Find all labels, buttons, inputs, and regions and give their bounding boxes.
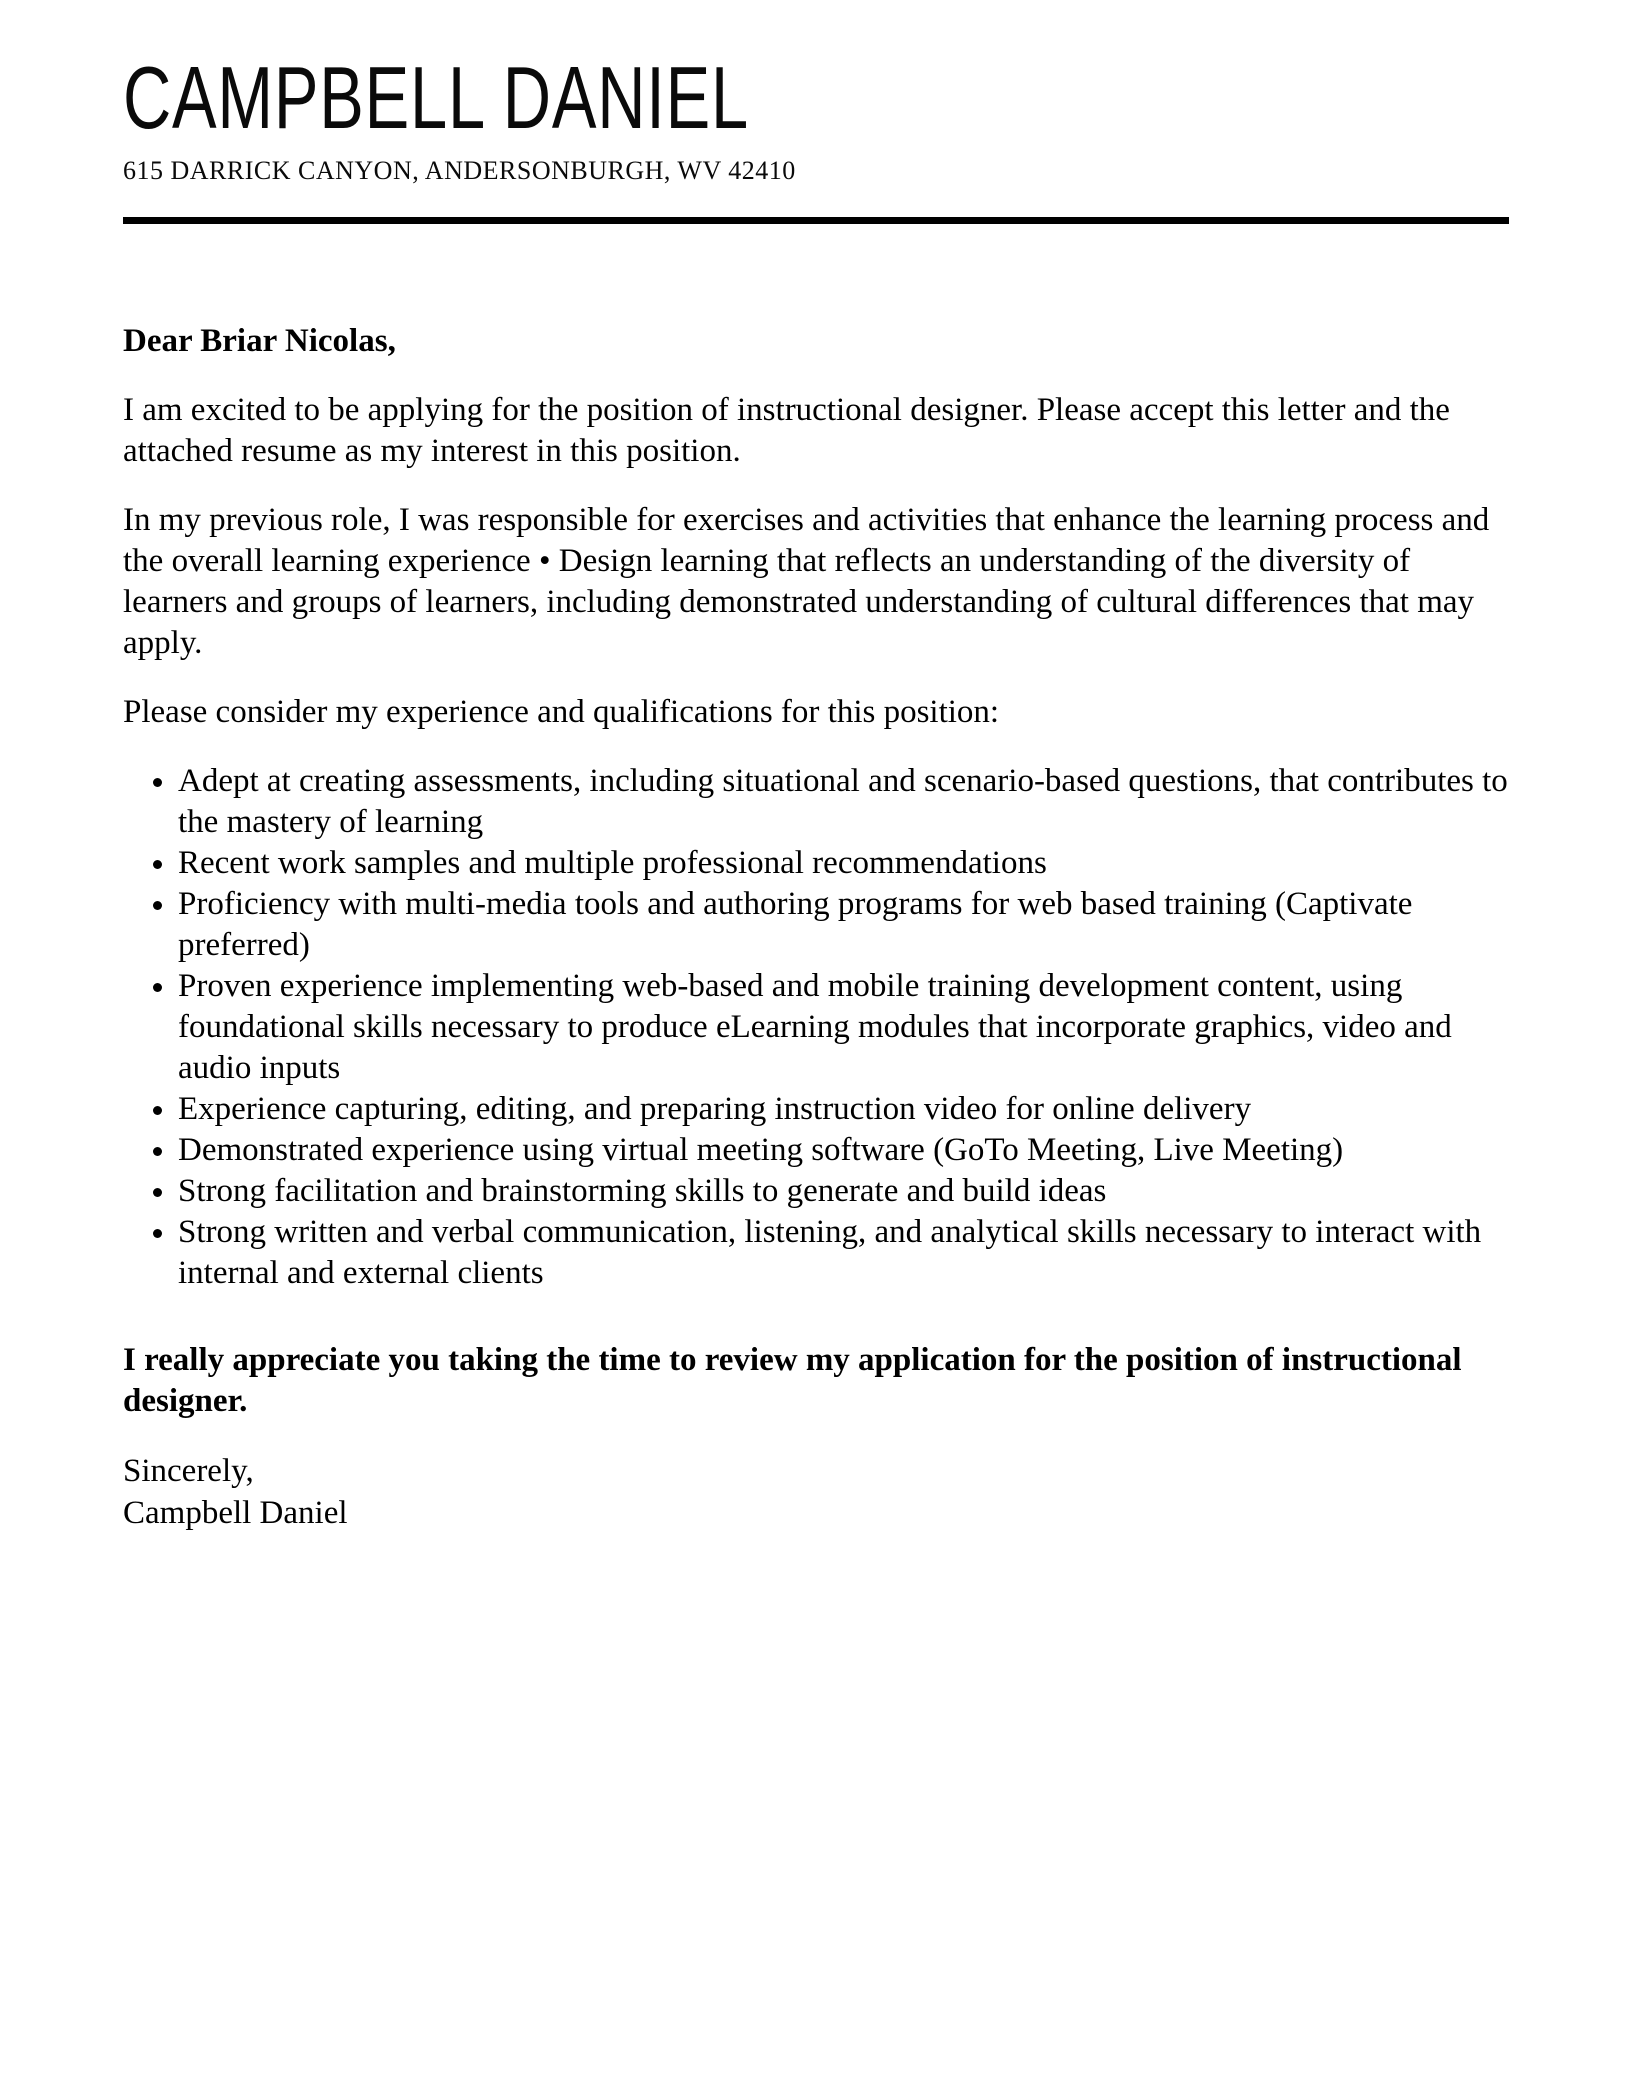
paragraph-intro: I am excited to be applying for the position of instructional designer. Please accept this letter and the attached resume as my interest in this position. (123, 392, 1450, 469)
qualification-item: • Proficiency with multi-media tools and authoring programs for web based training (Captivate preferred) (178, 884, 1509, 966)
qualification-item: • Recent work samples and multiple professional recommendations (178, 843, 1509, 884)
qualification-item: • Experience capturing, editing, and preparing instruction video for online delivery (178, 1089, 1509, 1130)
paragraph-qualifications-lead: Please consider my experience and qualifications for this position: (123, 694, 1000, 730)
qualification-item: • Strong written and verbal communication, listening, and analytical skills necessary to interact with internal and external clients (178, 1212, 1509, 1294)
applicant-address: 615 DARRICK CANYON, ANDERSONBURGH, WV 42410 (123, 156, 796, 185)
salutation: Dear Briar Nicolas, (123, 323, 396, 359)
closing-paragraph: I really appreciate you taking the time to review my application for the position of instructional designer. (123, 1342, 1462, 1419)
qualification-item: • Proven experience implementing web-based and mobile training development content, using foundational skills necessary to produce eLearning modules that incorporate graphics, video and audio inputs (178, 966, 1509, 1089)
qualifications-list (123, 761, 1509, 1294)
qualification-item: • Strong facilitation and brainstorming skills to generate and build ideas (178, 1171, 1509, 1212)
applicant-name-text: CAMPBELL DANIEL (123, 48, 749, 147)
signature-name: Campbell Daniel (123, 1495, 348, 1531)
signoff: Sincerely, (123, 1453, 254, 1489)
applicant-name (123, 48, 1509, 147)
header-divider (123, 217, 1509, 224)
signature-block (123, 1450, 1509, 1534)
paragraph-previous-role: In my previous role, I was responsible for exercises and activities that enhance the learning process and the overall learning experience • Design learning that reflects an understanding of the diversity of learners and groups of learners, including demonstrated understanding of cultural differences that may apply. (123, 502, 1490, 661)
qualification-item: • Demonstrated experience using virtual meeting software (GoTo Meeting, Live Meeting) (178, 1130, 1509, 1171)
qualification-item: • Adept at creating assessments, including situational and scenario-based questions, that contributes to the mastery of learning (178, 761, 1509, 843)
